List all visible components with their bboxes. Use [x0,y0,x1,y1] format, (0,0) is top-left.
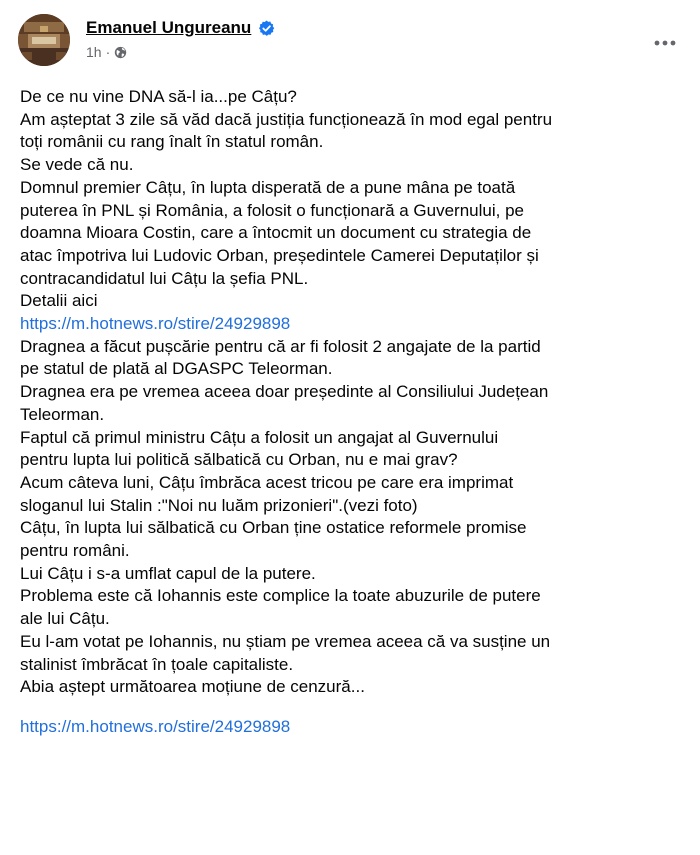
post-text-line: Teleorman. [20,404,105,424]
post-text-line: Acum câteva luni, Câțu îmbrăca acest tricou pe care era imprimat [20,472,514,492]
post-text-line: Abia aștept următoarea moțiune de cenzură... [20,677,365,697]
paragraph-spacer [20,699,685,716]
post-text-line: Dragnea a făcut pușcărie pentru că ar fi folosit 2 angajate de la partid [20,336,541,356]
post-text-line: pe statul de plată al DGASPC Teleorman. [20,359,333,379]
avatar-image [18,14,70,66]
post-text-line: Domnul premier Câțu, în lupta disperată de a pune mâna pe toată [20,177,516,197]
meta-separator: · [105,44,111,60]
post-text-line: puterea în PNL și România, a folosit o funcționară a Guvernului, pe [20,200,524,220]
post-text-line: Lui Câțu i s-a umflat capul de la putere. [20,563,316,583]
post-text-line: Se vede că nu. [20,155,134,175]
post-text-line: Eu l-am votat pe Iohannis, nu știam pe vremea aceea că va susține un [20,631,551,651]
post-text-line: Câțu, în lupta lui sălbatică cu Orban ține ostatice reformele promise [20,518,527,538]
article-link-footer[interactable]: https://m.hotnews.ro/stire/24929898 [20,716,291,736]
author-block [86,18,275,60]
more-options-icon[interactable] [652,36,678,48]
author-row [86,18,275,38]
post-meta [86,44,275,60]
post-text-line: Problema este că Iohannis este complice la toate abuzurile de putere [20,586,541,606]
article-link[interactable]: https://m.hotnews.ro/stire/24929898 [20,314,291,334]
post-text-line: pentru români. [20,541,130,561]
globe-icon[interactable] [114,46,127,59]
avatar[interactable] [18,14,70,66]
post-text-line: sloganul lui Stalin :"Noi nu luăm prizonieri".(vezi foto) [20,495,418,515]
post-text-line: De ce nu vine DNA să-l ia...pe Câțu? [20,87,297,106]
post-text-line: doamna Mioara Costin, care a întocmit un document cu strategia de [20,223,532,243]
post-text-line: contracandidatul lui Câțu la șefia PNL. [20,268,309,288]
post-text-line: atac împotriva lui Ludovic Orban, președintele Camerei Deputaților și [20,245,539,265]
post-text [20,86,685,739]
post-text-line: Am așteptat 3 zile să văd dacă justiția funcționează în mod egal pentru [20,109,553,129]
post-text-line: Faptul că primul ministru Câțu a folosit un angajat al Guvernului [20,427,499,447]
author-name[interactable]: Emanuel Ungureanu [86,18,252,37]
post-text-line: Detalii aici [20,291,98,311]
post-text-line: stalinist îmbrăcat în țoale capitaliste. [20,654,294,674]
post-text-line: Dragnea era pe vremea aceea doar președinte al Consiliului Județean [20,382,549,402]
post-time[interactable]: 1h [86,44,102,60]
post-text-line: pentru lupta lui politică sălbatică cu Orban, nu e mai grav? [20,450,458,470]
post-header [18,14,275,70]
post-text-line: ale lui Câțu. [20,609,110,629]
post-text-line: toți românii cu rang înalt în statul român. [20,132,324,152]
verified-badge-icon [258,20,275,37]
